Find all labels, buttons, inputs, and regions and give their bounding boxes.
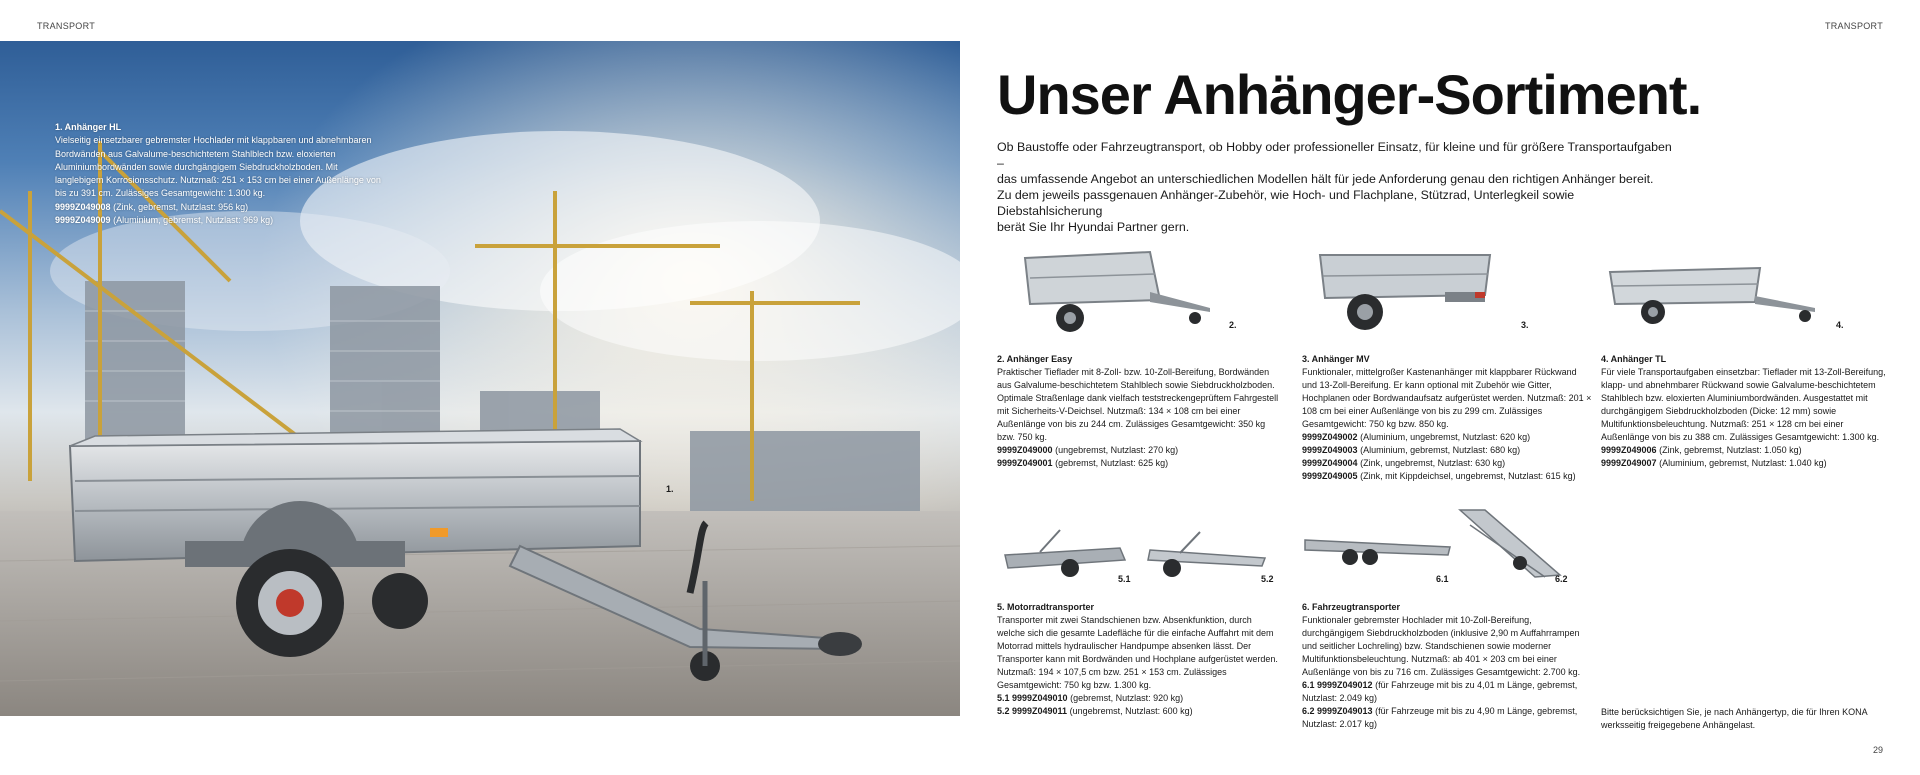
- section-header-right: TRANSPORT: [1824, 21, 1883, 31]
- hero-code-info: (Aluminium, gebremst, Nutzlast: 969 kg): [113, 215, 274, 226]
- product-title: 5. Motorradtransporter: [997, 602, 1095, 612]
- towing-note: Bitte berücksichtigen Sie, je nach Anhängertyp, die für Ihren KONA werksseitig freigegebene Anhängelast.: [1601, 707, 1868, 730]
- product-code-info: (gebremst, Nutzlast: 625 kg): [1055, 458, 1169, 468]
- trailer-mv-label: 3.: [1521, 320, 1529, 330]
- product-body: Funktionaler, mittelgroßer Kastenanhänger mit klappbarer Rückwand und 13-Zoll-Bereifung. Er kann optional mit Zubehör wie Gitter, Hochplanen oder Bordwandaufsatz aufgerüstet werden. Nutzmaß: 201 × 108 cm bei einer Außenlänge von bis zu 299 cm. Zulässiges Gesamtgewicht: 750 kg bzw. 850 kg.: [1302, 367, 1592, 429]
- hero-image-label: 1.: [666, 484, 674, 494]
- product-title: 2. Anhänger Easy: [997, 354, 1073, 364]
- product-code: 6.1 9999Z049012: [1302, 680, 1373, 690]
- product-code: 9999Z049004: [1302, 458, 1358, 468]
- product-code-info: (für Fahrzeuge mit bis zu 4,01 m Länge, gebremst, Nutzlast: 2.049 kg): [1302, 680, 1578, 703]
- intro-line: Ob Baustoffe oder Fahrzeugtransport, ob Hobby oder professioneller Einsatz, für kleine und für größere Transportaufgaben –: [997, 140, 1672, 170]
- product-code-info: (gebremst, Nutzlast: 920 kg): [1070, 693, 1184, 703]
- intro-text: [997, 139, 1677, 235]
- car-transporter-image: [1300, 505, 1570, 590]
- trailer-easy-image: [1010, 240, 1230, 345]
- hero-body: Vielseitig einsetzbarer gebremster Hochlader mit klappbaren und abnehmbaren Bordwänden aus Galvalume-beschichtetem Stahlblech bzw. eloxierten Aluminiumbordwänden sowie durchgängigem Siebdruckholzboden. Mit langlebigem Korrosionsschutz. Nutzmaß: 251 × 153 cm bei einer Außenlänge von bis zu 391 cm. Zulässiges Gesamtgewicht: 1.300 kg.: [55, 135, 381, 199]
- hero-title: 1. Anhänger HL: [55, 122, 122, 132]
- product-code: 9999Z049005: [1302, 471, 1358, 481]
- product-code-info: (ungebremst, Nutzlast: 270 kg): [1055, 445, 1179, 455]
- motorcycle-label-b: 5.2: [1261, 574, 1274, 584]
- page-number: 29: [1872, 745, 1883, 755]
- product-title: 6. Fahrzeugtransporter: [1302, 602, 1401, 612]
- product-code-info: (Aluminium, gebremst, Nutzlast: 1.040 kg): [1659, 458, 1827, 468]
- product-body: Praktischer Tieflader mit 8-Zoll- bzw. 10-Zoll-Bereifung, Bordwänden aus Galvalume-beschichtetem Stahlblech sowie Siebdruckholzboden. Optimale Straßenlage dank vielfach teststreckengeprüftem Fahrgestell mit Sicherheits-V-Deichsel. Nutzmaß: 134 × 108 cm bei einer Außenlänge von bis zu 244 cm. Zulässiges Gesamtgewicht: 350 kg bzw. 750 kg.: [997, 367, 1279, 442]
- product-mv: [1302, 353, 1592, 483]
- hero-code-info: (Zink, gebremst, Nutzlast: 956 kg): [113, 201, 249, 212]
- motorcycle-transporter-image: [1000, 520, 1280, 585]
- product-title: 4. Anhänger TL: [1601, 354, 1667, 364]
- product-body: Transporter mit zwei Standschienen bzw. Absenkfunktion, durch welche sich die gesamte Ladefläche für die einfache Auffahrt mit dem Motorrad mittels hydraulischer Handpumpe absenken lässt. Der Transporter kann mit Bordwänden und Hochplane aufgerüstet werden. Nutzmaß: 194 × 107,5 cm bzw. 251 × 153 cm. Zulässiges Gesamtgewicht: 750 kg bzw. 1.300 kg.: [997, 615, 1278, 690]
- trailer-mv-image: [1305, 240, 1525, 345]
- product-code: 9999Z049001: [997, 458, 1053, 468]
- product-code: 5.1 9999Z049010: [997, 693, 1068, 703]
- product-title: 3. Anhänger MV: [1302, 354, 1370, 364]
- product-body: Für viele Transportaufgaben einsetzbar: Tieflader mit 13-Zoll-Bereifung, klapp- und abnehmbarer Rückwand sowie Galvalume-beschichtetem Stahlblech bzw. eloxierten Aluminiumbordwänden. Ausgestattet mit durchgängigem Siebdruckholzboden (Dicke: 12 mm) sowie Multifunktionsbeleuchtung. Nutzmaß: 251 × 128 cm bei einer Außenlänge von bis zu 388 cm. Zulässiges Gesamtgewicht: 1.300 kg.: [1601, 367, 1886, 442]
- trailer-tl-label: 4.: [1836, 320, 1844, 330]
- product-motorcycle: [997, 601, 1282, 718]
- trailer-easy-label: 2.: [1229, 320, 1237, 330]
- product-body: Funktionaler gebremster Hochlader mit 10-Zoll-Bereifung, durchgängigem Siebdruckholzboden (inklusive 2,90 m Auffahrrampen und seitlicher Lochreling) bzw. Standschienen sowie moderner Multifunktionsbeleuchtung. Nutzmaß: ab 401 × 203 cm bei einer Außenlänge von bis zu 716 cm. Zulässiges Gesamtgewicht: 2.700 kg.: [1302, 615, 1581, 677]
- product-code: 9999Z049002: [1302, 432, 1358, 442]
- product-code: 9999Z049003: [1302, 445, 1358, 455]
- product-tl: [1601, 353, 1891, 470]
- product-code-info: (Zink, gebremst, Nutzlast: 1.050 kg): [1659, 445, 1802, 455]
- product-code: 6.2 9999Z049013: [1302, 706, 1373, 716]
- product-code-info: (Aluminium, ungebremst, Nutzlast: 620 kg): [1360, 432, 1531, 442]
- hero-description: [55, 121, 385, 227]
- intro-line: das umfassende Angebot an unterschiedlichen Modellen hält für jede Anforderung genau den richtigen Anhänger bereit.: [997, 172, 1654, 186]
- hero-photo: [0, 41, 960, 716]
- section-header-left: TRANSPORT: [37, 21, 96, 31]
- product-easy: [997, 353, 1284, 470]
- product-car-transporter: [1302, 601, 1592, 731]
- motorcycle-label-a: 5.1: [1118, 574, 1131, 584]
- product-code: 5.2 9999Z049011: [997, 706, 1068, 716]
- product-code-info: (Aluminium, gebremst, Nutzlast: 680 kg): [1360, 445, 1521, 455]
- intro-line: berät Sie Ihr Hyundai Partner gern.: [997, 220, 1190, 234]
- intro-line: Zu dem jeweils passgenauen Anhänger-Zubehör, wie Hoch- und Flachplane, Stützrad, Unterlegkeil sowie Diebstahlsicherung: [997, 188, 1575, 218]
- car-transporter-label-b: 6.2: [1555, 574, 1568, 584]
- hero-code: 9999Z049009: [55, 215, 111, 226]
- car-transporter-label-a: 6.1: [1436, 574, 1449, 584]
- product-code: 9999Z049007: [1601, 458, 1657, 468]
- product-code: 9999Z049006: [1601, 445, 1657, 455]
- product-code-info: (Zink, ungebremst, Nutzlast: 630 kg): [1360, 458, 1506, 468]
- product-code-info: (ungebremst, Nutzlast: 600 kg): [1069, 706, 1193, 716]
- hero-code: 9999Z049008: [55, 201, 111, 212]
- product-code: 9999Z049000: [997, 445, 1053, 455]
- page-title: Unser Anhänger-Sortiment.: [997, 63, 1702, 126]
- product-code-info: (Zink, mit Kippdeichsel, ungebremst, Nutzlast: 615 kg): [1360, 471, 1576, 481]
- product-code-info: (für Fahrzeuge mit bis zu 4,90 m Länge, gebremst, Nutzlast: 2.017 kg): [1302, 706, 1578, 729]
- trailer-tl-image: [1605, 250, 1825, 345]
